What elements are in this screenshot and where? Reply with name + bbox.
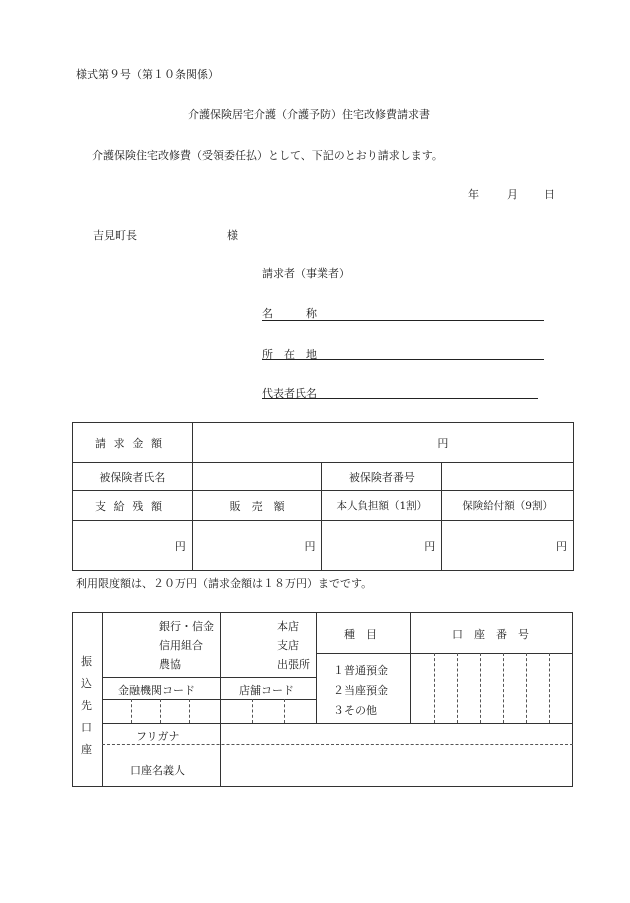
sales-label: 販 売 額 xyxy=(192,491,322,521)
addressee-honorific: 様 xyxy=(227,229,238,242)
form-number: 様式第９号（第１０条関係） xyxy=(76,68,219,81)
sales-field[interactable]: 円 xyxy=(192,521,322,571)
furigana-label: フリガナ xyxy=(136,730,180,743)
claimant-name-label: 名 称 xyxy=(262,307,317,320)
page-title: 介護保険居宅介護（介護予防）住宅改修費請求書 xyxy=(188,108,430,121)
self-pay-label: 本人負担額（1割） xyxy=(322,491,442,521)
insurance-pay-label: 保険給付額（9割） xyxy=(442,491,574,521)
date-year-label: 年 xyxy=(468,188,479,201)
side-label-4: 口 xyxy=(81,721,92,734)
intro-text: 介護保険住宅改修費（受領委任払）として、下記のとおり請求します。 xyxy=(92,149,443,162)
account-type-ordinary[interactable]: １普通預金 xyxy=(333,664,388,677)
bank-code-label: 金融機関コード xyxy=(118,684,195,697)
yen-unit: 円 xyxy=(437,436,449,450)
insured-name-label: 被保険者氏名 xyxy=(73,463,193,491)
insured-name-field[interactable] xyxy=(192,463,322,491)
institution-type-credit-union: 信用組合 xyxy=(159,639,203,652)
account-type-other[interactable]: ３その他 xyxy=(333,704,377,717)
claimant-heading: 請求者（事業者） xyxy=(262,267,350,280)
claimant-address-field[interactable] xyxy=(262,359,544,360)
claim-amount-field[interactable] xyxy=(192,423,573,463)
balance-label: 支給残額 xyxy=(73,491,193,521)
claim-amount-label: 請求金額 xyxy=(73,423,193,463)
furigana-field[interactable] xyxy=(221,724,573,744)
date-month-label: 月 xyxy=(507,188,518,201)
account-holder-field[interactable] xyxy=(221,745,573,787)
balance-field[interactable]: 円 xyxy=(73,521,193,571)
side-label-3: 先 xyxy=(81,699,92,712)
institution-type-bank: 銀行・信金 xyxy=(159,620,214,633)
side-label-1: 振 xyxy=(81,655,92,668)
claimant-rep-field[interactable] xyxy=(262,398,538,399)
account-number-header: 口 座 番 号 xyxy=(452,628,529,641)
self-pay-field[interactable]: 円 xyxy=(322,521,442,571)
insurance-pay-field[interactable]: 円 xyxy=(442,521,574,571)
side-label-5: 座 xyxy=(81,743,92,756)
bank-account-table xyxy=(72,612,573,787)
claimant-rep-label: 代表者氏名 xyxy=(262,387,317,400)
claimant-name-field[interactable] xyxy=(262,320,544,321)
branch-code-label: 店舗コード xyxy=(239,684,294,697)
account-type-header: 種 目 xyxy=(344,628,377,641)
date-day-label: 日 xyxy=(544,188,555,201)
branch-type-branch: 支店 xyxy=(277,639,299,652)
account-type-current[interactable]: ２当座預金 xyxy=(333,684,388,697)
addressee-name: 吉見町長 xyxy=(93,229,137,242)
claim-table xyxy=(72,422,574,571)
side-label-2: 込 xyxy=(81,677,92,690)
insured-number-field[interactable] xyxy=(442,463,574,491)
limit-note: 利用限度額は、２０万円（請求金額は１８万円）までです。 xyxy=(76,577,373,590)
insured-number-label: 被保険者番号 xyxy=(322,463,442,491)
claimant-address-label: 所 在 地 xyxy=(262,348,317,361)
institution-type-agri: 農協 xyxy=(159,658,181,671)
branch-type-office: 出張所 xyxy=(277,658,310,671)
account-holder-label: 口座名義人 xyxy=(130,764,185,777)
branch-type-main: 本店 xyxy=(277,620,299,633)
